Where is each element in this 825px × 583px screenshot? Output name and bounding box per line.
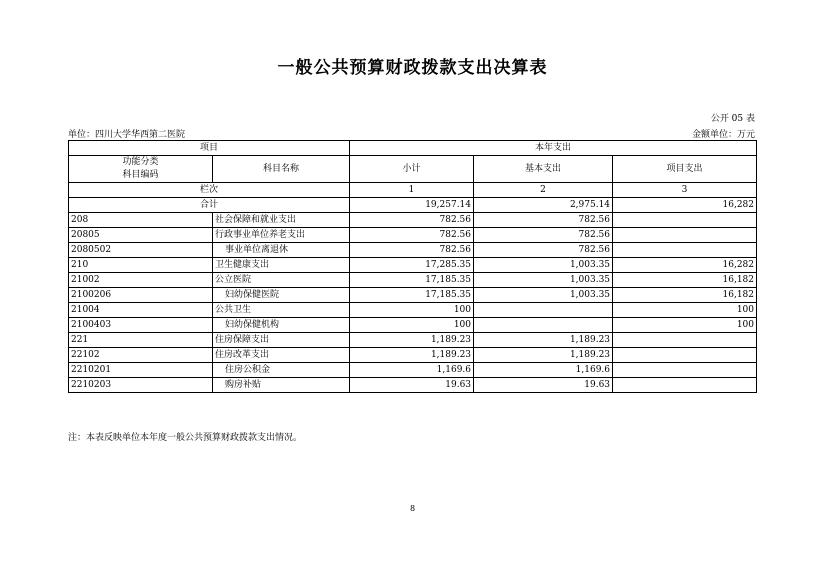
table-row [69,288,757,303]
row-subtotal: 17,185.35 [350,273,474,288]
table-row [69,273,757,288]
row-basic: 19.63 [474,378,613,393]
row-project [613,333,757,348]
row-basic: 1,003.35 [474,288,613,303]
row-code: 210 [69,258,213,273]
header-row-1 [69,141,757,156]
row-subtotal: 782.56 [350,228,474,243]
row-basic [474,303,613,318]
row-basic: 782.56 [474,228,613,243]
row-project [613,363,757,378]
row-name: 卫生健康支出 [213,258,350,273]
row-project: 100 [613,303,757,318]
row-code: 208 [69,213,213,228]
row-project: 16,182 [613,273,757,288]
page-title: 一般公共预算财政拨款支出决算表 [277,58,548,78]
row-project [613,378,757,393]
seq-1: 1 [350,183,474,198]
row-basic: 782.56 [474,243,613,258]
table-row [69,228,757,243]
table-row [69,243,757,258]
seq-row [69,183,757,198]
total-basic: 2,975.14 [474,198,613,213]
row-basic: 1,189.23 [474,333,613,348]
row-code: 22102 [69,348,213,363]
row-name: 公共卫生 [213,303,350,318]
row-basic: 1,003.35 [474,258,613,273]
row-code: 21004 [69,303,213,318]
row-name: 妇幼保健机构 [213,318,350,333]
row-basic: 1,003.35 [474,273,613,288]
total-row [69,198,757,213]
row-project: 16,182 [613,288,757,303]
seq-3: 3 [613,183,757,198]
row-project [613,348,757,363]
header-item: 项目 [69,141,350,156]
row-subtotal: 1,189.23 [350,333,474,348]
seq-2: 2 [474,183,613,198]
row-basic: 782.56 [474,213,613,228]
header-project: 项目支出 [613,156,757,183]
row-name: 社会保障和就业支出 [213,213,350,228]
row-subtotal: 100 [350,318,474,333]
table-row [69,333,757,348]
unit-label: 单位：四川大学华西第二医院 [68,130,186,140]
row-basic: 1,169.6 [474,363,613,378]
table-row [69,213,757,228]
row-code: 20805 [69,228,213,243]
row-project: 16,282 [613,258,757,273]
header-current-year: 本年支出 [350,141,757,156]
row-code: 2100206 [69,288,213,303]
header-row-2 [69,156,757,183]
expenditure-table [68,140,757,393]
row-subtotal: 782.56 [350,213,474,228]
row-name: 事业单位离退休 [213,243,350,258]
row-name: 住房改革支出 [213,348,350,363]
total-project: 16,282 [613,198,757,213]
total-subtotal: 19,257.14 [350,198,474,213]
row-code: 21002 [69,273,213,288]
row-basic: 1,189.23 [474,348,613,363]
row-name: 住房公积金 [213,363,350,378]
row-subtotal: 17,185.35 [350,288,474,303]
row-basic [474,318,613,333]
row-subtotal: 19.63 [350,378,474,393]
page-number: 8 [409,504,416,513]
row-project [613,243,757,258]
row-name: 住房保障支出 [213,333,350,348]
table-row [69,378,757,393]
row-subtotal: 782.56 [350,243,474,258]
form-number: 公开 05 表 [710,114,755,124]
table-row [69,348,757,363]
table-row [69,318,757,333]
row-name: 公立医院 [213,273,350,288]
row-project [613,228,757,243]
header-code-line2: 科目编码 [122,170,159,180]
row-code: 2210201 [69,363,213,378]
total-label: 合计 [69,198,350,213]
footnote: 注：本表反映单位本年度一般公共预算财政拨款支出情况。 [68,433,303,443]
row-name: 购房补贴 [213,378,350,393]
table-row [69,258,757,273]
row-subtotal: 100 [350,303,474,318]
header-code-line1: 功能分类 [122,157,159,167]
row-project [613,213,757,228]
row-subtotal: 1,189.23 [350,348,474,363]
table-row [69,363,757,378]
row-code: 2210203 [69,378,213,393]
header-basic: 基本支出 [474,156,613,183]
row-subtotal: 17,285.35 [350,258,474,273]
amount-unit-label: 金额单位：万元 [691,130,755,140]
row-subtotal: 1,169.6 [350,363,474,378]
header-name: 科目名称 [213,156,350,183]
row-code: 221 [69,333,213,348]
row-name: 妇幼保健医院 [213,288,350,303]
table-row [69,303,757,318]
row-code: 2100403 [69,318,213,333]
row-project: 100 [613,318,757,333]
header-subtotal: 小计 [350,156,474,183]
row-name: 行政事业单位养老支出 [213,228,350,243]
row-code: 2080502 [69,243,213,258]
seq-label: 栏次 [69,183,350,198]
header-code [69,156,213,183]
